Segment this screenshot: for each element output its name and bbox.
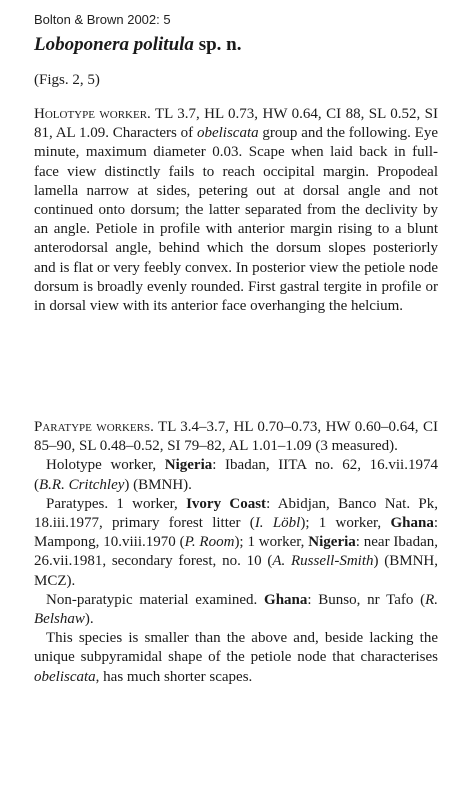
paratypes-collector-3: A. Russell-Smith — [272, 553, 374, 570]
paratype-label: Paratype workers. — [34, 419, 154, 435]
paratypes-b: : Abidjan, Banco Nat. Pk, 18.iii.1977, primary forest litter ( — [34, 495, 438, 532]
species-suffix: sp. n. — [193, 34, 242, 55]
paratypes-g: ) (BMNH, MCZ). — [34, 553, 439, 589]
holotype-record-c: ) (BMNH). — [124, 476, 192, 493]
paratype-text: TL 3.4–3.7, HL 0.70–0.73, HW 0.60–0.64, CI 85–90, SL 0.48–0.52, SI 79–82, AL 1.01–1.09 (3 measured). — [34, 419, 438, 455]
paratypes-d: : Mampong, 10.viii.1970 ( — [34, 515, 438, 551]
paratypes-country-2: Ghana — [390, 515, 434, 532]
paratypes-e: ); 1 worker, — [234, 534, 309, 551]
paratypes-collector-2: P. Room — [184, 534, 235, 551]
paratype-section — [34, 418, 438, 687]
nonparatypic-record — [34, 591, 438, 629]
holotype-label: Holotype worker. — [34, 106, 151, 122]
figure-reference: (Figs. 2, 5) — [34, 72, 100, 88]
holotype-text-a: TL 3.7, HL 0.73, HW 0.64, CI 88, SL 0.52, SI 81, AL 1.09. Characters of — [34, 106, 438, 142]
page-header: Bolton & Brown 2002: 5 — [34, 12, 171, 27]
species-title — [34, 34, 241, 56]
paratypes-country-3: Nigeria — [308, 534, 356, 551]
holotype-text-b: group and the following. Eye minute, maximum diameter 0.03. Scape when laid back in full-face view distinctly fails to reach occipital margin. Propodeal lamella narrow at sides, petering out at dorsal angle and not continued onto dorsum; the latter separated from the declivity by an angle. Petiole in profile with anterior margin rising to a blunt anterodorsal angle, behind which the dorsum slopes posteriorly and is flat or very feebly convex. In posterior view the petiole node dorsum is broadly evenly rounded. First gastral tergite in profile or in dorsal view with its anterior face overhanging the helcium. — [34, 125, 438, 315]
paratypes-c: ); 1 worker, — [300, 515, 391, 532]
nonparatypic-collector: R. Belshaw — [34, 591, 438, 628]
paratypes-f: : near Ibadan, 26.vii.1981, secondary forest, no. 10 ( — [34, 534, 438, 570]
paratypes-record — [34, 495, 438, 591]
holotype-record-a: Holotype worker, — [46, 457, 165, 474]
holotype-record-collector: B.R. Critchley — [39, 476, 125, 493]
holotype-record-b: : Ibadan, IITA no. 62, 16.vii.1974 ( — [34, 457, 438, 493]
holotype-record — [34, 456, 438, 494]
holotype-description — [34, 105, 438, 316]
paratype-measurements — [34, 418, 438, 456]
holotype-record-country: Nigeria — [164, 457, 213, 474]
remarks — [34, 629, 438, 687]
paratypes-collector-1: I. Löbl — [254, 515, 301, 532]
holotype-obeliscata: obeliscata — [196, 125, 259, 142]
nonparatypic-country: Ghana — [264, 591, 308, 608]
nonparatypic-a: Non-paratypic material examined. — [46, 591, 265, 608]
remarks-obeliscata: obeliscata — [34, 668, 96, 685]
nonparatypic-c: ). — [84, 611, 94, 628]
paratypes-country-1: Ivory Coast — [186, 495, 267, 512]
paratypes-a: Paratypes. 1 worker, — [46, 495, 187, 512]
remarks-b: , has much shorter scapes. — [95, 668, 253, 685]
remarks-a: This species is smaller than the above and, beside lacking the unique subpyramidal shape of the petiole node that characterises — [34, 630, 438, 666]
species-name: Loboponera politula — [34, 34, 194, 55]
nonparatypic-b: : Bunso, nr Tafo ( — [307, 591, 426, 608]
